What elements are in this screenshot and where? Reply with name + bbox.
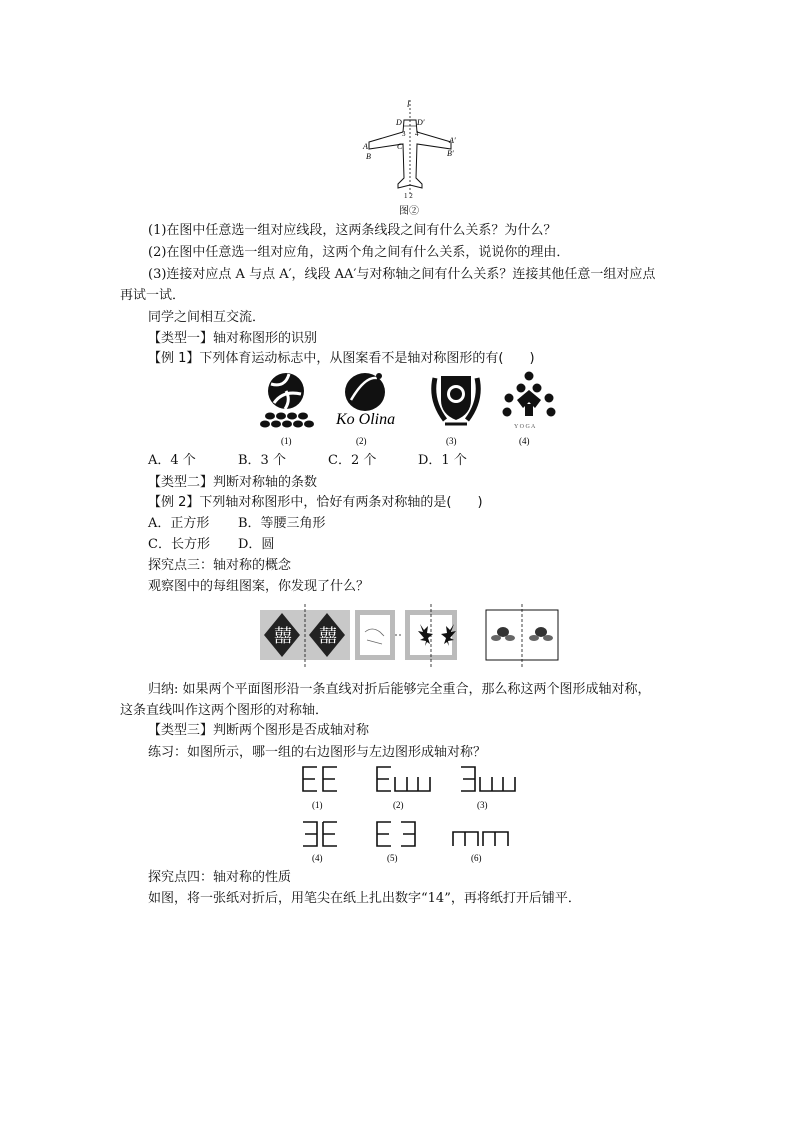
fold-instruction: 如图，将一张纸对折后，用笔尖在纸上扎出数字“14”，再将纸打开后铺平． (148, 891, 581, 906)
axis-label-l: l (407, 99, 410, 109)
symmetry-pairs-figure (260, 604, 565, 676)
summary-line-2: 这条直线叫作这两个图形的对称轴． (120, 703, 329, 718)
ex2-option-a: A．正方形 (148, 516, 210, 531)
explore-point-3: 探究点三：轴对称的概念 (148, 558, 292, 573)
double-happiness-pair (260, 604, 350, 668)
label-C: C (397, 142, 403, 151)
figure-caption: 图② (399, 206, 419, 217)
logo-caption-3: (3) (446, 436, 457, 446)
logo-caption-2: (2) (356, 436, 367, 446)
shape-caption-5: (5) (387, 853, 398, 863)
e-shapes-figure (295, 764, 530, 864)
shape-caption-6: (6) (471, 853, 482, 863)
label-B: B (366, 152, 371, 161)
bird-frame-pair (355, 604, 457, 668)
yoga-text: Y O G A (514, 424, 536, 430)
label-D: D (396, 118, 402, 127)
ex2-option-b: B．等腰三角形 (238, 516, 326, 531)
ex1-option-d: D．1 个 (418, 453, 467, 468)
ex2-option-c: C．长方形 (148, 537, 210, 552)
logo-caption-1: (1) (281, 436, 292, 446)
exchange-note: 同学之间相互交流． (148, 310, 266, 325)
label-A-prime: A′ (449, 136, 456, 145)
shape-caption-2: (2) (393, 800, 404, 810)
observe-prompt: 观察图中的每组图案，你发现了什么？ (148, 579, 370, 594)
ex1-option-c: C．2 个 (328, 453, 377, 468)
xi-char-left: 囍 (274, 626, 292, 646)
label-B-prime: B′ (447, 149, 454, 158)
yoga-logo (503, 372, 556, 431)
ko-olina-logo (335, 373, 395, 428)
question-2: (2)在图中任意选一组对应角，这两个角之间有什么关系，说说你的理由． (148, 245, 570, 260)
explore-point-4: 探究点四：轴对称的性质 (148, 870, 292, 885)
question-3: (3)连接对应点 A 与点 A′，线段 AA′与对称轴之间有什么关系？连接其他任意一组对应点 (148, 267, 656, 282)
example-1: 【例 1】下列体育运动标志中，从图案看不是轴对称图形的有( ) (148, 351, 535, 366)
ex1-option-b: B．3 个 (238, 453, 286, 468)
xi-char-right: 囍 (319, 626, 337, 646)
question-1: (1)在图中任意选一组对应线段，这两条线段之间有什么关系？为什么？ (148, 223, 557, 238)
example-2: 【例 2】下列轴对称图形中，恰好有两条对称轴的是( ) (148, 495, 483, 510)
practice-prompt: 练习：如图所示，哪一组的右边图形与左边图形成轴对称？ (148, 745, 487, 760)
laurel-shield-logo (434, 376, 479, 424)
shape-caption-4: (4) (312, 853, 323, 863)
type-2-heading: 【类型二】判断对称轴的条数 (148, 475, 318, 490)
ko-olina-text: Ko Olina (336, 411, 396, 428)
type-3-heading: 【类型三】判断两个图形是否成轴对称 (148, 723, 370, 738)
airplane-figure (355, 98, 465, 218)
ex2-option-d: D．圆 (238, 537, 275, 552)
question-3-cont: 再试一试． (120, 288, 186, 303)
flower-pair (486, 604, 558, 668)
angle-4: 4 (415, 130, 419, 138)
summary-line-1: 归纳: 如果两个平面图形沿一条直线对折后能够完全重合，那么称这两个图形成轴对称， (148, 682, 651, 697)
type-1-heading: 【类型一】轴对称图形的识别 (148, 331, 318, 346)
ex1-option-a: A．4 个 (148, 453, 196, 468)
label-D-prime: D′ (417, 118, 425, 127)
angle-1-2: 1 2 (404, 192, 413, 200)
angle-3: 3 (402, 130, 406, 138)
label-A: A (363, 142, 368, 151)
shape-caption-3: (3) (477, 800, 488, 810)
logo-caption-4: (4) (519, 436, 530, 446)
volleyball-logo (260, 373, 314, 428)
shape-caption-1: (1) (312, 800, 323, 810)
sports-logos (255, 370, 565, 450)
